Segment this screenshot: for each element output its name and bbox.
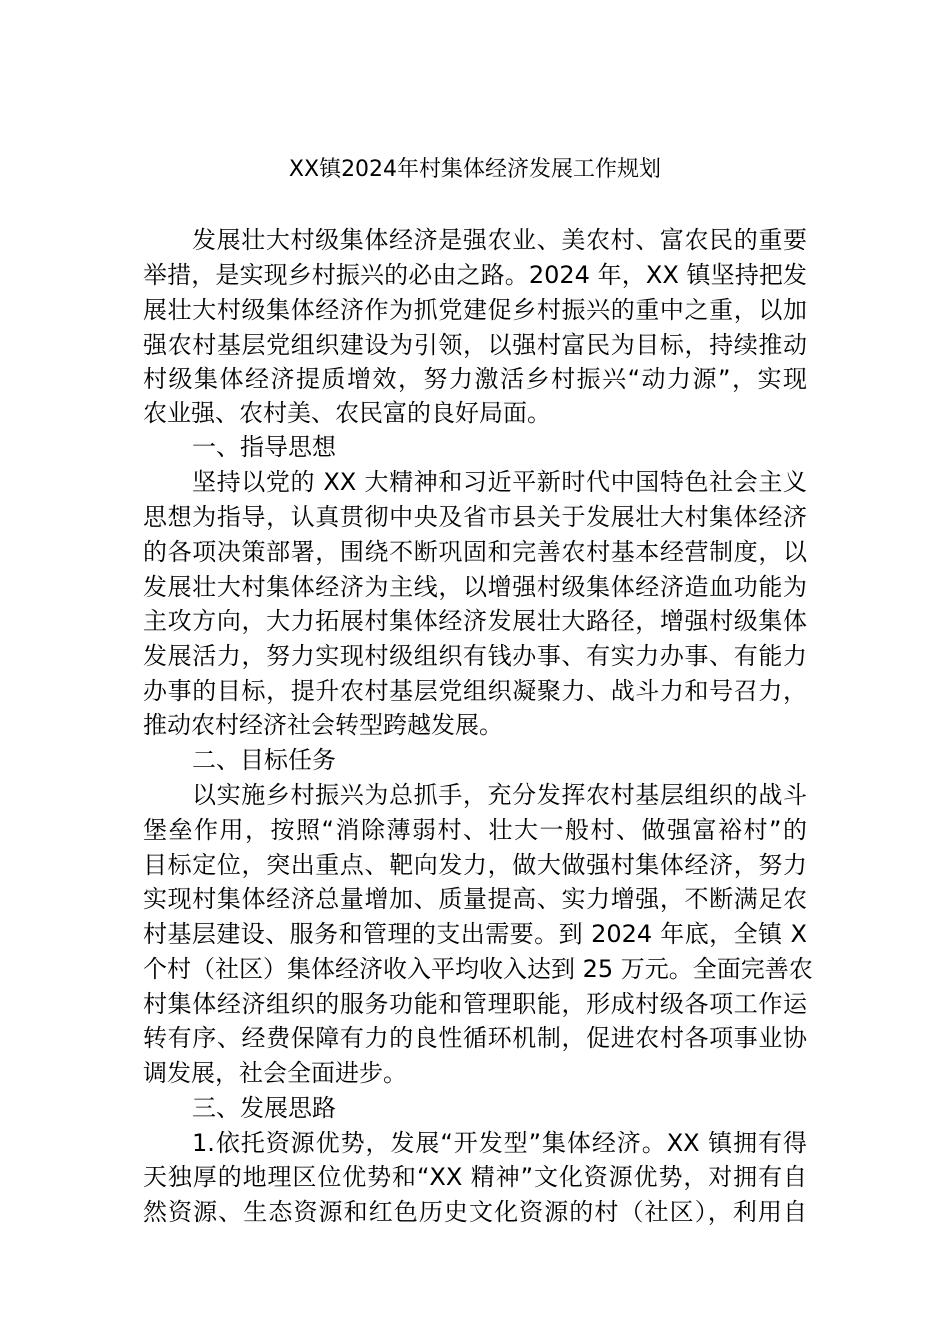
paragraph-line: 强农村基层党组织建设为引领，以强村富民为目标，持续推动 [143, 331, 807, 359]
paragraph-line: 的各项决策部署，围绕不断巩固和完善农村基本经营制度，以 [143, 538, 807, 566]
paragraph-line: 村集体经济组织的服务功能和管理职能，形成村级各项工作运 [143, 990, 807, 1018]
paragraph-line: 主攻方向，大力拓展村集体经济发展壮大路径，增强村级集体 [143, 607, 807, 635]
paragraph-line: 推动农村经济社会转型跨越发展。 [143, 711, 503, 739]
paragraph-line: 思想为指导，认真贯彻中央及省市县关于发展壮大村集体经济 [143, 503, 807, 531]
paragraph-line: 发展壮大村级集体经济是强农业、美农村、富农民的重要 [192, 226, 807, 254]
paragraph-line: 展壮大村级集体经济作为抓党建促乡村振兴的重中之重，以加 [143, 296, 807, 324]
paragraph-line: 调发展，社会全面进步。 [143, 1059, 407, 1087]
section-heading: 二、目标任务 [192, 746, 336, 774]
paragraph-line: 举措，是实现乡村振兴的必由之路。2024 年，XX 镇坚持把发 [143, 261, 807, 289]
paragraph-line: 以实施乡村振兴为总抓手，充分发挥农村基层组织的战斗 [192, 781, 807, 809]
paragraph-line: 目标定位，突出重点、靶向发力，做大做强村集体经济，努力 [143, 851, 807, 879]
paragraph-line: 1.依托资源优势，发展“开发型”集体经济。XX 镇拥有得 [192, 1129, 807, 1157]
paragraph-line: 发展活力，努力实现村级组织有钱办事、有实力办事、有能力 [143, 642, 807, 670]
paragraph-line: 农业强、农村美、农民富的良好局面。 [143, 399, 551, 427]
paragraph-line: 坚持以党的 XX 大精神和习近平新时代中国特色社会主义 [192, 468, 807, 496]
paragraph-line: 实现村集体经济总量增加、质量提高、实力增强，不断满足农 [143, 885, 807, 913]
paragraph-line: 办事的目标，提升农村基层党组织凝聚力、战斗力和号召力， [143, 677, 807, 705]
paragraph-line: 天独厚的地理区位优势和“XX 精神”文化资源优势，对拥有自 [143, 1163, 807, 1191]
paragraph-line: 转有序、经费保障有力的良性循环机制，促进农村各项事业协 [143, 1024, 807, 1052]
section-heading: 三、发展思路 [192, 1094, 336, 1122]
section-heading: 一、指导思想 [192, 433, 336, 461]
document-title: XX镇2024年村集体经济发展工作规划 [288, 157, 662, 182]
paragraph-line: 村级集体经济提质增效，努力激活乡村振兴“动力源”，实现 [143, 365, 807, 393]
paragraph-line: 村基层建设、服务和管理的支出需要。到 2024 年底，全镇 X [143, 920, 807, 948]
paragraph-line: 个村（社区）集体经济收入平均收入达到 25 万元。全面完善农 [143, 955, 813, 983]
paragraph-line: 堡垒作用，按照“消除薄弱村、壮大一般村、做强富裕村”的 [143, 816, 807, 844]
paragraph-line: 然资源、生态资源和红色历史文化资源的村（社区），利用自 [143, 1198, 807, 1226]
paragraph-line: 发展壮大村集体经济为主线，以增强村级集体经济造血功能为 [143, 573, 807, 601]
